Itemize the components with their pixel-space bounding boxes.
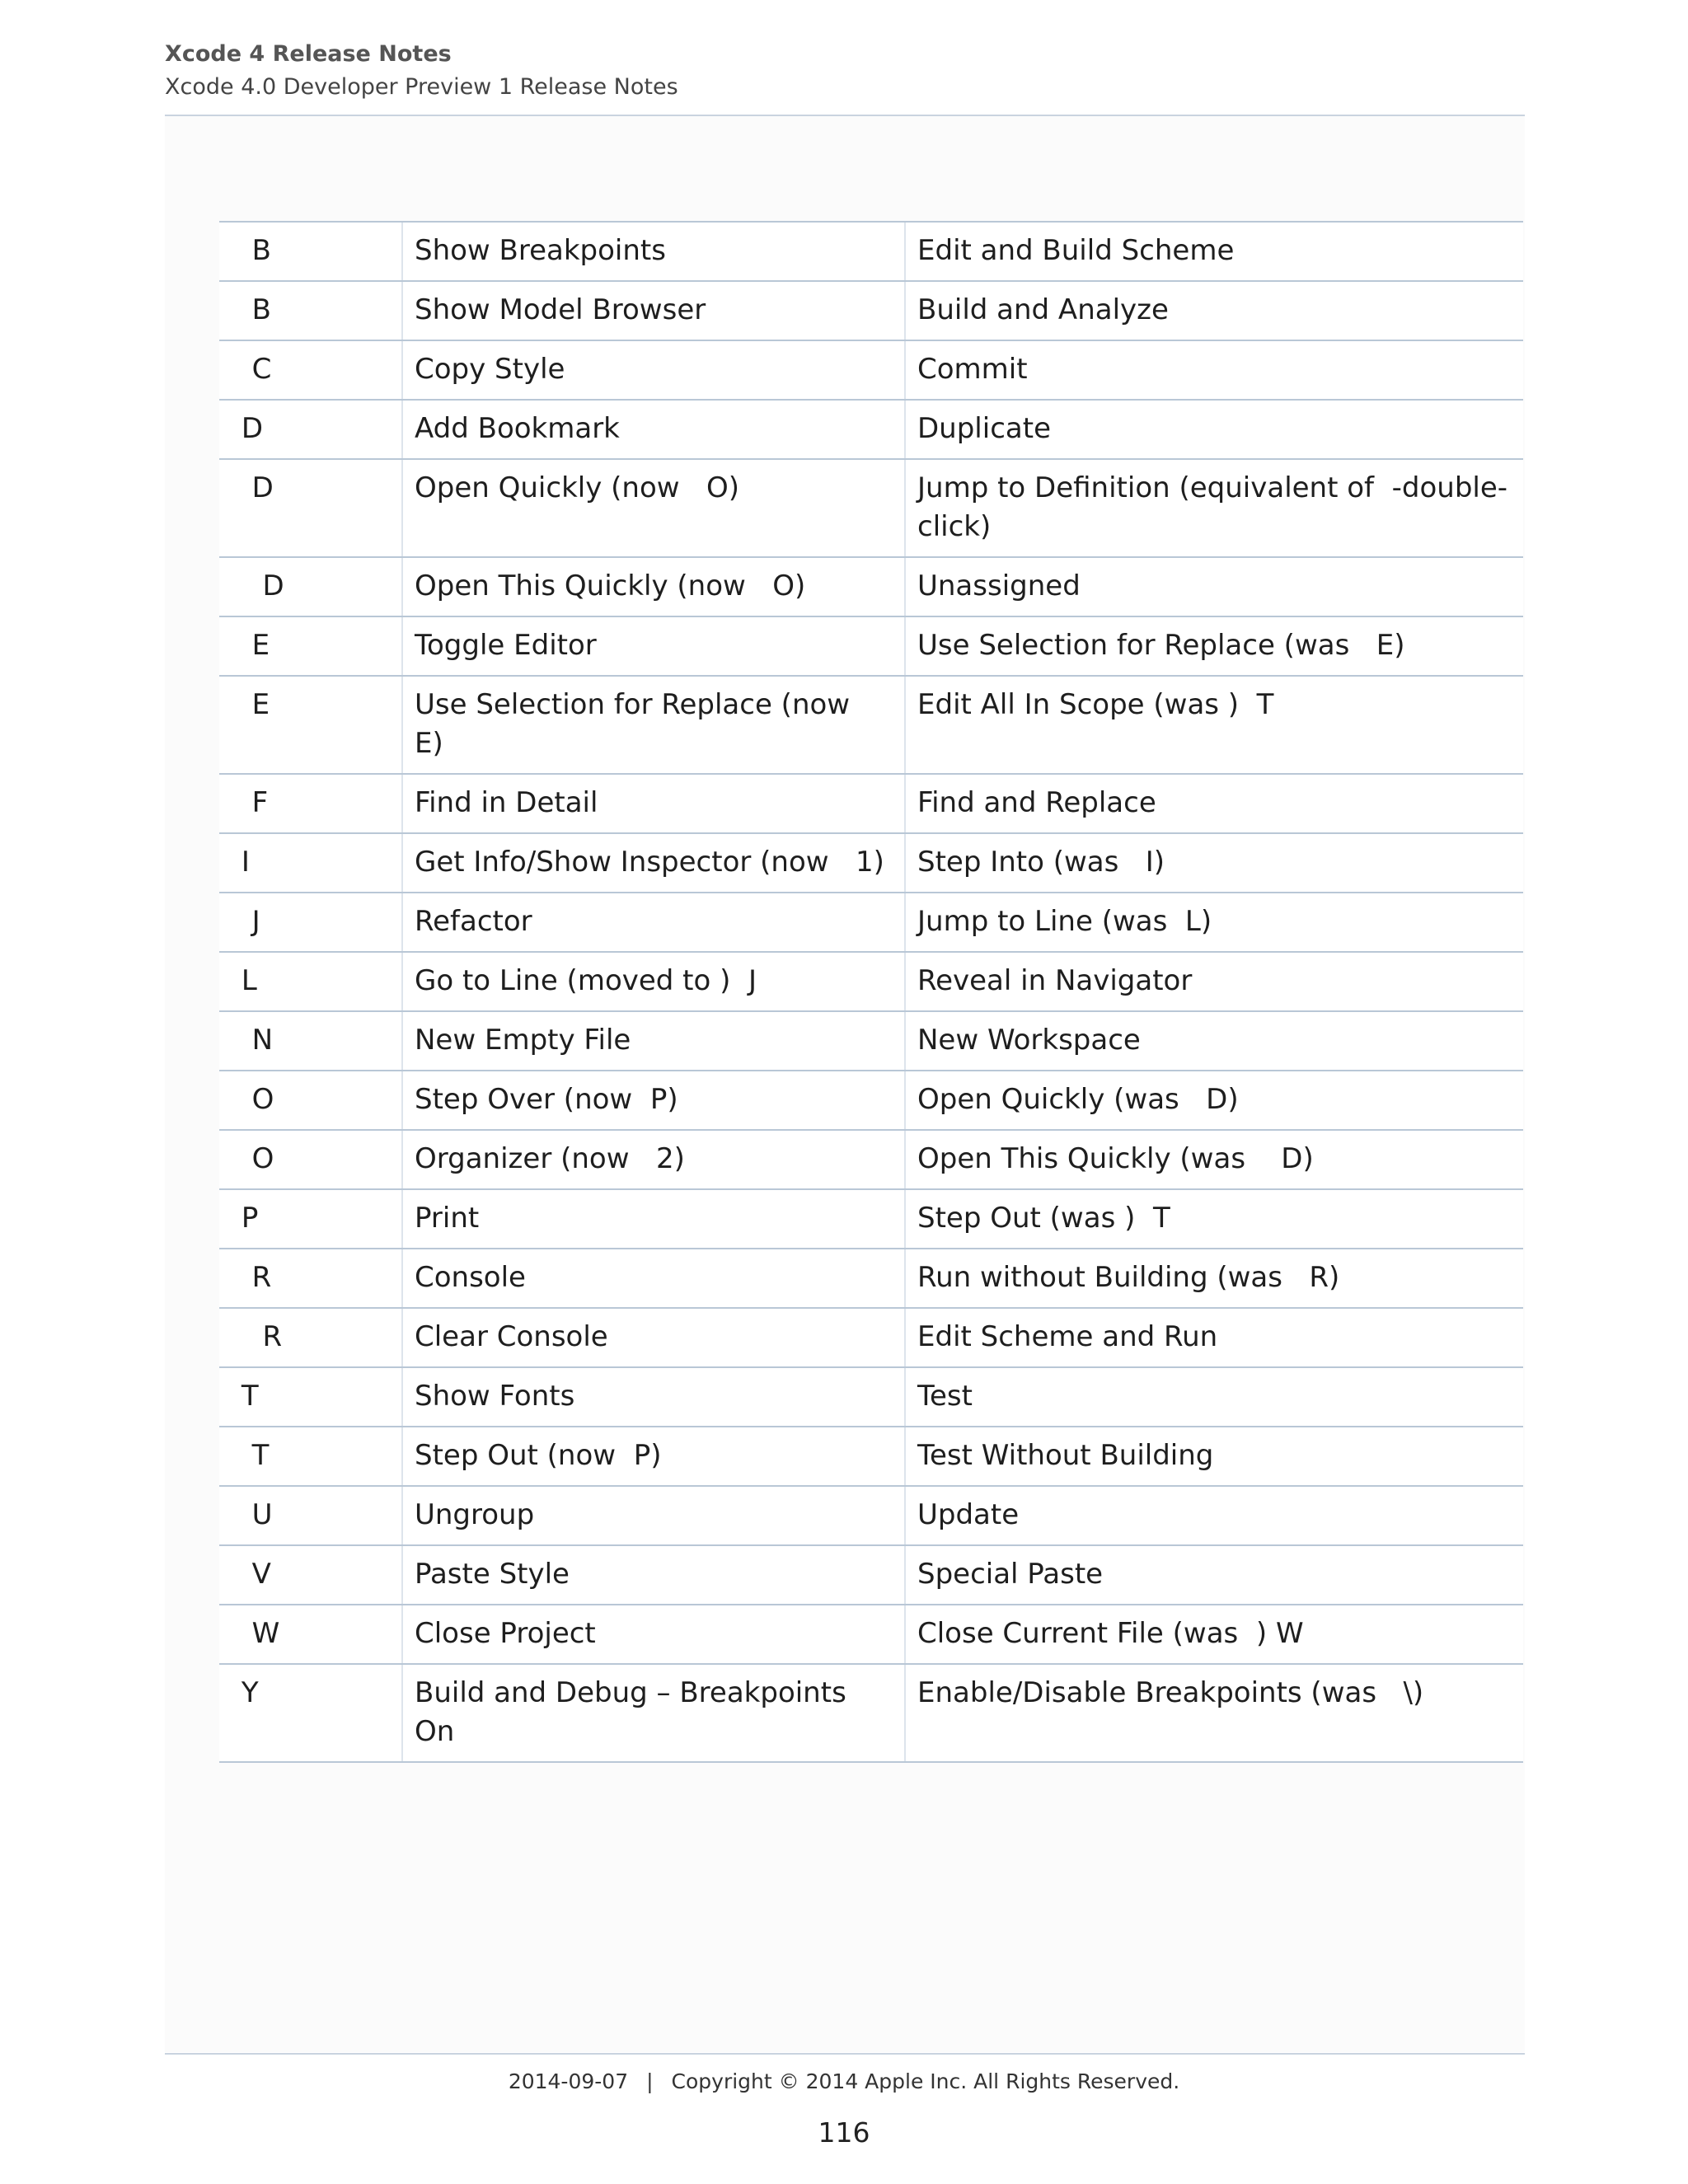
shortcut-cell: D [219, 459, 402, 557]
shortcut-cell: R [219, 1308, 402, 1367]
shortcut-cell: F [219, 774, 402, 833]
table-row [219, 1308, 1523, 1367]
footer-divider [165, 2053, 1525, 2055]
table-row [219, 952, 1523, 1011]
shortcut-cell: E [219, 616, 402, 676]
table-row [219, 1545, 1523, 1605]
old-action-cell: Step Out (now P) [402, 1427, 905, 1486]
new-action-cell: Test Without Building [905, 1427, 1523, 1486]
old-action-cell: Toggle Editor [402, 616, 905, 676]
new-action-cell: Close Current File (was ) W [905, 1605, 1523, 1664]
old-action-cell: Add Bookmark [402, 400, 905, 459]
old-action-cell: Find in Detail [402, 774, 905, 833]
shortcut-table [219, 221, 1523, 1763]
shortcut-cell: R [219, 1249, 402, 1308]
old-action-cell: Open Quickly (now O) [402, 459, 905, 557]
page-footer [0, 2067, 1688, 2097]
shortcut-cell: D [219, 557, 402, 616]
new-action-cell: New Workspace [905, 1011, 1523, 1071]
table-row [219, 1071, 1523, 1130]
new-action-cell: Jump to Definition (equivalent of -double-click) [905, 459, 1523, 557]
shortcut-cell: I [219, 833, 402, 893]
new-action-cell: Find and Replace [905, 774, 1523, 833]
shortcut-cell: O [219, 1130, 402, 1189]
shortcut-cell: C [219, 340, 402, 400]
shortcut-cell: D [219, 400, 402, 459]
new-action-cell: Open This Quickly (was D) [905, 1130, 1523, 1189]
old-action-cell: Go to Line (moved to ) J [402, 952, 905, 1011]
old-action-cell: Paste Style [402, 1545, 905, 1605]
header-divider [165, 115, 1525, 116]
table-row [219, 340, 1523, 400]
table-row [219, 833, 1523, 893]
shortcut-cell: W [219, 1605, 402, 1664]
old-action-cell: Show Breakpoints [402, 222, 905, 281]
old-action-cell: Open This Quickly (now O) [402, 557, 905, 616]
new-action-cell: Update [905, 1486, 1523, 1545]
footer-copyright: Copyright © 2014 Apple Inc. All Rights Reserved. [671, 2069, 1180, 2093]
old-action-cell: Console [402, 1249, 905, 1308]
new-action-cell: Edit All In Scope (was ) T [905, 676, 1523, 774]
shortcut-cell: J [219, 893, 402, 952]
shortcut-cell: N [219, 1011, 402, 1071]
new-action-cell: Build and Analyze [905, 281, 1523, 340]
new-action-cell: Test [905, 1367, 1523, 1427]
old-action-cell: Clear Console [402, 1308, 905, 1367]
shortcut-cell: V [219, 1545, 402, 1605]
old-action-cell: New Empty File [402, 1011, 905, 1071]
new-action-cell: Commit [905, 340, 1523, 400]
page-number: 116 [818, 2116, 870, 2149]
table-row [219, 400, 1523, 459]
table-row [219, 281, 1523, 340]
old-action-cell: Show Fonts [402, 1367, 905, 1427]
table-row [219, 616, 1523, 676]
shortcut-cell: B [219, 222, 402, 281]
table-row [219, 1367, 1523, 1427]
new-action-cell: Special Paste [905, 1545, 1523, 1605]
new-action-cell: Duplicate [905, 400, 1523, 459]
new-action-cell: Step Into (was I) [905, 833, 1523, 893]
shortcut-cell: E [219, 676, 402, 774]
table-row [219, 676, 1523, 774]
old-action-cell: Close Project [402, 1605, 905, 1664]
table-row [219, 557, 1523, 616]
old-action-cell: Copy Style [402, 340, 905, 400]
shortcut-cell: O [219, 1071, 402, 1130]
new-action-cell: Use Selection for Replace (was E) [905, 616, 1523, 676]
new-action-cell: Jump to Line (was L) [905, 893, 1523, 952]
table-row [219, 1486, 1523, 1545]
new-action-cell: Edit and Build Scheme [905, 222, 1523, 281]
table-row [219, 459, 1523, 557]
table-row [219, 1427, 1523, 1486]
new-action-cell: Step Out (was ) T [905, 1189, 1523, 1249]
old-action-cell: Use Selection for Replace (now E) [402, 676, 905, 774]
shortcut-cell: B [219, 281, 402, 340]
old-action-cell: Refactor [402, 893, 905, 952]
new-action-cell: Unassigned [905, 557, 1523, 616]
shortcut-cell: P [219, 1189, 402, 1249]
table-row [219, 1605, 1523, 1664]
table-row [219, 1664, 1523, 1762]
old-action-cell: Show Model Browser [402, 281, 905, 340]
table-row [219, 893, 1523, 952]
shortcut-cell: L [219, 952, 402, 1011]
old-action-cell: Organizer (now 2) [402, 1130, 905, 1189]
old-action-cell: Ungroup [402, 1486, 905, 1545]
document-title: Xcode 4 Release Notes [165, 41, 452, 67]
old-action-cell: Print [402, 1189, 905, 1249]
new-action-cell: Open Quickly (was D) [905, 1071, 1523, 1130]
shortcut-cell: U [219, 1486, 402, 1545]
new-action-cell: Run without Building (was R) [905, 1249, 1523, 1308]
new-action-cell: Enable/Disable Breakpoints (was \) [905, 1664, 1523, 1762]
old-action-cell: Get Info/Show Inspector (now 1) [402, 833, 905, 893]
table-row [219, 774, 1523, 833]
table-row [219, 222, 1523, 281]
document-subtitle: Xcode 4.0 Developer Preview 1 Release Notes [165, 74, 678, 100]
old-action-cell: Step Over (now P) [402, 1071, 905, 1130]
table-row [219, 1130, 1523, 1189]
shortcut-cell: Y [219, 1664, 402, 1762]
new-action-cell: Reveal in Navigator [905, 952, 1523, 1011]
table-row [219, 1249, 1523, 1308]
new-action-cell: Edit Scheme and Run [905, 1308, 1523, 1367]
footer-separator: | [646, 2069, 654, 2093]
shortcut-cell: T [219, 1367, 402, 1427]
old-action-cell: Build and Debug – Breakpoints On [402, 1664, 905, 1762]
table-row [219, 1011, 1523, 1071]
shortcut-table-body [219, 222, 1523, 1762]
page-header [165, 38, 1525, 104]
shortcut-cell: T [219, 1427, 402, 1486]
table-row [219, 1189, 1523, 1249]
footer-date: 2014-09-07 [508, 2069, 629, 2093]
